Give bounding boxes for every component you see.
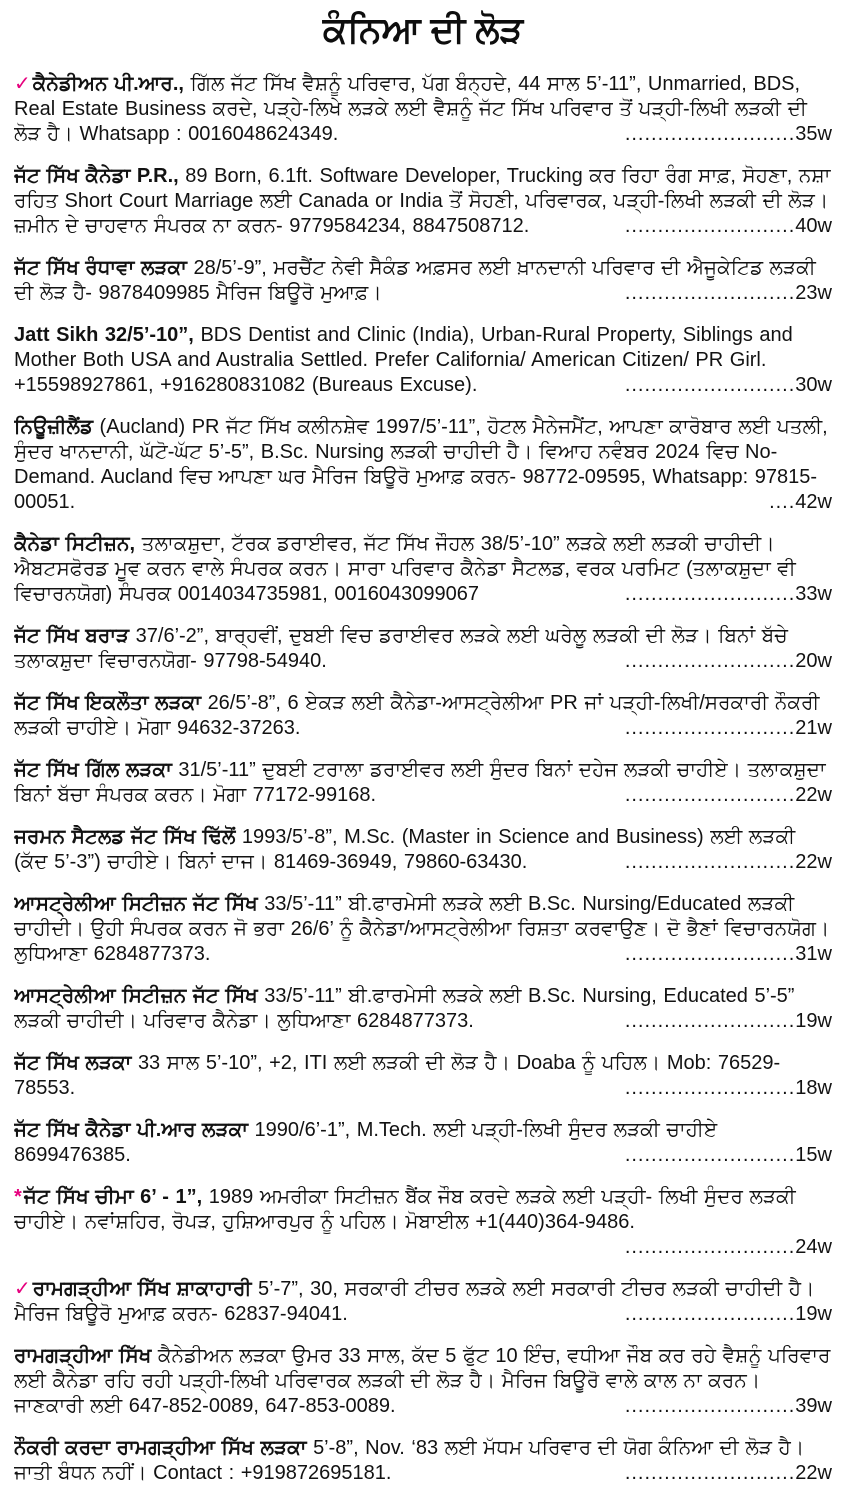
- ad-body: 1993/5’-8”, M.Sc. (Master in Science and Business) ਲਈ ਲੜਕੀ (ਕੱਦ 5’-3”) ਚਾਹੀਏ। ਬਿਨਾਂ ਦਾਜ। 81469-36949, 79860-63430.: [14, 826, 796, 873]
- ad-body: 1989 ਅਮਰੀਕਾ ਸਿਟੀਜ਼ਨ ਬੈਂਕ ਜੌਬ ਕਰਦੇ ਲੜਕੇ ਲਈ ਪੜ੍ਹੀ- ਲਿਖੀ ਸੁੰਦਰ ਲੜਕੀ ਚਾਹੀਏ। ਨਵਾਂਸ਼ਹਿਰ, ਰੋਪੜ, ਹੁਸ਼ਿਆਰਪੁਰ ਨੂੰ ਪਹਿਲ। ਮੋਬਾਈਲ +1(440)364-9486.: [14, 1186, 796, 1233]
- ad-body: 28/5’-9”, ਮਰਚੈਂਟ ਨੇਵੀ ਸੈਕੰਡ ਅਫ਼ਸਰ ਲਈ ਖ਼ਾਨਦਾਨੀ ਪਰਿਵਾਰ ਦੀ ਐਜੂਕੇਟਿਡ ਲੜਕੀ ਦੀ ਲੋੜ ਹੈ- 9878409985 ਮੈਰਿਜ ਬਿਊਰੋ ਮੁਆਫ਼।: [14, 257, 816, 304]
- ad-lead: ਜੱਟ ਸਿੱਖ ਇਕਲੌਤਾ ਲੜਕਾ: [14, 692, 201, 714]
- word-count: 22w: [795, 784, 832, 806]
- ad-lead: ਜੱਟ ਸਿੱਖ ਕੈਨੇਡਾ ਪੀ.ਆਰ ਲੜਕਾ: [14, 1119, 248, 1141]
- ad-tail: [625, 214, 832, 239]
- word-count: 22w: [795, 1462, 832, 1484]
- dot-leader: ..........................: [624, 374, 796, 396]
- ad-tail: [625, 716, 832, 741]
- word-count: 35w: [795, 123, 832, 145]
- ad-lead: ਕੈਨੇਡੀਅਨ ਪੀ.ਆਰ.,: [32, 73, 184, 95]
- ad-body: 33 ਸਾਲ 5’-10”, +2, ITI ਲਈ ਲੜਕੀ ਦੀ ਲੋੜ ਹੈ। Doaba ਨੂੰ ਪਹਿਲ। Mob: 76529-78553.: [14, 1052, 781, 1099]
- classified-ad: [14, 624, 832, 674]
- ad-tail: [625, 783, 832, 808]
- dot-leader: ..........................: [624, 1144, 796, 1166]
- classified-ad: [14, 256, 832, 306]
- classified-ad: [14, 72, 832, 147]
- ad-body: 5’-8”, Nov. ‘83 ਲਈ ਮੱਧਮ ਪਰਿਵਾਰ ਦੀ ਯੋਗ ਕੰਨਿਆ ਦੀ ਲੋੜ ਹੈ। ਜਾਤੀ ਬੰਧਨ ਨਹੀਂ। Contact : +919872695181.: [14, 1437, 805, 1484]
- dot-leader: ..........................: [624, 1395, 796, 1417]
- ad-body: BDS Dentist and Clinic (India), Urban-Rural Property, Siblings and Mother Both USA and Australia Settled. Prefer California/ American Citizen/ PR Girl. +15598927861, +916280831082 (Bureaus Excuse).: [14, 324, 793, 396]
- dot-leader: ..........................: [624, 1462, 796, 1484]
- word-count: 23w: [795, 282, 832, 304]
- word-count: 19w: [795, 1303, 832, 1325]
- ad-lead: ਜੱਟ ਸਿੱਖ ਗਿੱਲ ਲੜਕਾ: [14, 759, 172, 781]
- classified-ad: [14, 825, 832, 875]
- dot-leader: ..........................: [624, 650, 796, 672]
- checkmark-icon: ✓: [14, 1278, 31, 1300]
- ad-tail: [769, 490, 832, 515]
- word-count: 18w: [795, 1077, 832, 1099]
- ad-tail: [625, 582, 832, 607]
- ad-lead: ਰਾਮਗੜ੍ਹੀਆ ਸਿੱਖ: [14, 1345, 152, 1367]
- dot-leader: ..........................: [624, 282, 796, 304]
- word-count: 30w: [795, 374, 832, 396]
- ad-lead: ਆਸਟ੍ਰੇਲੀਆ ਸਿਟੀਜ਼ਨ ਜੱਟ ਸਿੱਖ: [14, 985, 258, 1007]
- ad-lead: ਜੱਟ ਸਿੱਖ ਕੈਨੇਡਾ P.R.,: [14, 165, 179, 187]
- ad-body: ਗਿੱਲ ਜੱਟ ਸਿੱਖ ਵੈਸ਼ਨੂੰ ਪਰਿਵਾਰ, ਪੱਗ ਬੰਨ੍ਹਦੇ, 44 ਸਾਲ 5’-11”, Unmarried, BDS, Real Estate Business ਕਰਦੇ, ਪੜ੍ਹੇ-ਲਿਖੇ ਲੜਕੇ ਲਈ ਵੈਸ਼ਨੂੰ ਜੱਟ ਸਿੱਖ ਪਰਿਵਾਰ ਤੋਂ ਪੜ੍ਹੀ-ਲਿਖੀ ਲੜਕੀ ਦੀ ਲੋੜ ਹੈ। Whatsapp : 0016048624349.: [14, 73, 807, 145]
- word-count: 42w: [795, 491, 832, 513]
- word-count: 39w: [795, 1395, 832, 1417]
- ad-body: 31/5’-11” ਦੁਬਈ ਟਰਾਲਾ ਡਰਾਈਵਰ ਲਈ ਸੁੰਦਰ ਬਿਨਾਂ ਦਹੇਜ ਲੜਕੀ ਚਾਹੀਏ। ਤਲਾਕਸ਼ੁਦਾ ਬਿਨਾਂ ਬੱਚਾ ਸੰਪਰਕ ਕਰਨ। ਮੋਗਾ 77172-99168.: [14, 759, 826, 806]
- ad-tail: [625, 1302, 832, 1327]
- word-count: 31w: [795, 943, 832, 965]
- word-count: 24w: [795, 1236, 832, 1258]
- ad-tail: [625, 1143, 832, 1168]
- ad-lead: ਰਾਮਗੜ੍ਹੀਆ ਸਿੱਖ ਸ਼ਾਕਾਹਾਰੀ: [32, 1278, 252, 1300]
- classified-ad: [14, 1277, 832, 1327]
- ad-body: 26/5’-8”, 6 ਏਕੜ ਲਈ ਕੈਨੇਡਾ-ਆਸਟ੍ਰੇਲੀਆ PR ਜਾਂ ਪੜ੍ਹੀ-ਲਿਖੀ/ਸਰਕਾਰੀ ਨੌਕਰੀ ਲੜਕੀ ਚਾਹੀਏ। ਮੋਗਾ 94632-37263.: [14, 692, 820, 739]
- dot-leader: ..........................: [624, 717, 796, 739]
- classified-ad: [14, 1436, 832, 1486]
- classified-ad: [14, 1051, 832, 1101]
- ad-tail: [625, 1461, 832, 1486]
- ad-tail: [625, 942, 832, 967]
- ad-tail: [625, 850, 832, 875]
- dot-leader: ..........................: [624, 1010, 796, 1032]
- ad-tail: [625, 122, 832, 147]
- ad-tail: [625, 1009, 832, 1034]
- ad-body: ਤਲਾਕਸ਼ੁਦਾ, ਟੱਰਕ ਡਰਾਈਵਰ, ਜੱਟ ਸਿੱਖ ਜੌਹਲ 38/5’-10” ਲੜਕੇ ਲਈ ਲੜਕੀ ਚਾਹੀਦੀ। ਐਬਟਸਫੋਰਡ ਮੂਵ ਕਰਨ ਵਾਲੇ ਸੰਪਰਕ ਕਰਨ। ਸਾਰਾ ਪਰਿਵਾਰ ਕੈਨੇਡਾ ਸੈਟਲਡ, ਵਰਕ ਪਰਮਿਟ (ਤਲਾਕਸ਼ੁਦਾ ਵੀ ਵਿਚਾਰਨਯੋਗ) ਸੰਪਰਕ 0014034735981, 0016043099067: [14, 533, 796, 605]
- ad-body: 5’-7”, 30, ਸਰਕਾਰੀ ਟੀਚਰ ਲੜਕੇ ਲਈ ਸਰਕਾਰੀ ਟੀਚਰ ਲੜਕੀ ਚਾਹੀਦੀ ਹੈ। ਮੈਰਿਜ ਬਿਊਰੋ ਮੁਆਫ਼ ਕਰਨ- 62837-94041.: [14, 1278, 815, 1325]
- ad-tail: [625, 373, 832, 398]
- word-count: 21w: [795, 717, 832, 739]
- dot-leader: ..........................: [624, 1303, 796, 1325]
- classified-ad: [14, 1185, 832, 1260]
- word-count: 40w: [795, 215, 832, 237]
- ad-lead: ਆਸਟ੍ਰੇਲੀਆ ਸਿਟੀਜ਼ਨ ਜੱਟ ਸਿੱਖ: [14, 893, 258, 915]
- word-count: 20w: [795, 650, 832, 672]
- ad-lead: ਨਿਊਜ਼ੀਲੈਂਡ: [14, 416, 93, 438]
- ad-body: 33/5’-11” ਬੀ.ਫਾਰਮੇਸੀ ਲੜਕੇ ਲਈ B.Sc. Nursing/Educated ਲੜਕੀ ਚਾਹੀਦੀ। ਉਹੀ ਸੰਪਰਕ ਕਰਨ ਜੋ ਭਰਾ 26/6’ ਨੂੰ ਕੈਨੇਡਾ/ਆਸਟ੍ਰੇਲੀਆ ਰਿਸ਼ਤਾ ਕਰਵਾਉਣ। ਦੋ ਭੈਣਾਂ ਵਿਚਾਰਨਯੋਗ। ਲੁਧਿਆਣਾ 6284877373.: [14, 893, 830, 965]
- dot-leader: ..........................: [624, 1077, 796, 1099]
- word-count: 15w: [795, 1144, 832, 1166]
- ad-lead: ਜੱਟ ਸਿੱਖ ਚੀਮਾ 6’ - 1”,: [23, 1186, 203, 1208]
- word-count: 19w: [795, 1010, 832, 1032]
- ad-body: ਕੈਨੇਡੀਅਨ ਲੜਕਾ ਉਮਰ 33 ਸਾਲ, ਕੱਦ 5 ਫੁੱਟ 10 ਇੰਚ, ਵਧੀਆ ਜੌਬ ਕਰ ਰਹੇ ਵੈਸ਼ਨੂੰ ਪਰਿਵਾਰ ਲਈ ਕੈਨੇਡਾ ਰਹਿ ਰਹੀ ਪੜ੍ਹੀ-ਲਿਖੀ ਪਰਿਵਾਰਕ ਲੜਕੀ ਦੀ ਲੋੜ ਹੈ। ਮੈਰਿਜ ਬਿਊਰੋ ਵਾਲੇ ਕਾਲ ਨਾ ਕਰਨ। ਜਾਣਕਾਰੀ ਲਈ 647-852-0089, 647-853-0089.: [14, 1345, 831, 1417]
- page-title: ਕੰਨਿਆ ਦੀ ਲੋੜ: [322, 9, 524, 50]
- dot-leader: ..........................: [624, 784, 796, 806]
- classified-ad: [14, 164, 832, 239]
- ad-lead: ਜੱਟ ਸਿੱਖ ਰੰਧਾਵਾ ਲੜਕਾ: [14, 257, 187, 279]
- ad-body: 33/5’-11” ਬੀ.ਫਾਰਮੇਸੀ ਲੜਕੇ ਲਈ B.Sc. Nursing, Educated 5’-5” ਲੜਕੀ ਚਾਹੀਦੀ। ਪਰਿਵਾਰ ਕੈਨੇਡਾ। ਲੁਧਿਆਣਾ 6284877373.: [14, 985, 795, 1032]
- classified-ad: [14, 984, 832, 1034]
- ad-tail: [625, 1076, 832, 1101]
- ad-lead: ਕੈਨੇਡਾ ਸਿਟੀਜ਼ਨ,: [14, 533, 136, 555]
- word-count: 33w: [795, 583, 832, 605]
- classified-ad: [14, 892, 832, 967]
- dot-leader: ..........................: [624, 583, 796, 605]
- ad-lead: ਨੌਕਰੀ ਕਰਦਾ ਰਾਮਗੜ੍ਹੀਆ ਸਿੱਖ ਲੜਕਾ: [14, 1437, 307, 1459]
- dot-leader: ....: [769, 491, 796, 513]
- ad-tail: [625, 281, 832, 306]
- ad-tail: [625, 1394, 832, 1419]
- ad-tail: [625, 1235, 832, 1260]
- ad-body: 89 Born, 6.1ft. Software Developer, Trucking ਕਰ ਰਿਹਾ ਰੰਗ ਸਾਫ਼, ਸੋਹਣਾ, ਨਸ਼ਾ ਰਹਿਤ Short Court Marriage ਲਈ Canada or India ਤੋਂ ਸੋਹਣੀ, ਪਰਿਵਾਰਕ, ਪੜ੍ਹੀ-ਲਿਖੀ ਲੜਕੀ ਦੀ ਲੋੜ। ਜ਼ਮੀਨ ਦੇ ਚਾਹਵਾਨ ਸੰਪਰਕ ਨਾ ਕਰਨ- 9779584234, 8847508712.: [14, 165, 831, 237]
- ad-lead: ਜੱਟ ਸਿੱਖ ਲੜਕਾ: [14, 1052, 132, 1074]
- classified-ad: [14, 1118, 832, 1168]
- classified-ad: [14, 415, 832, 515]
- checkmark-icon: ✓: [14, 73, 31, 95]
- classified-ad: [14, 323, 832, 398]
- ad-body: 1990/6’-1”, M.Tech. ਲਈ ਪੜ੍ਹੀ-ਲਿਖੀ ਸੁੰਦਰ ਲੜਕੀ ਚਾਹੀਏ 8699476385.: [14, 1119, 718, 1166]
- dot-leader: ..........................: [624, 943, 796, 965]
- dot-leader: ..........................: [624, 215, 796, 237]
- ad-body: 37/6’-2”, ਬਾਰ੍ਹਵੀਂ, ਦੁਬਈ ਵਿਚ ਡਰਾਈਵਰ ਲੜਕੇ ਲਈ ਘਰੇਲੂ ਲੜਕੀ ਦੀ ਲੋੜ। ਬਿਨਾਂ ਬੱਚੇ ਤਲਾਕਸ਼ੁਦਾ ਵਿਚਾਰਨਯੋਗ- 97798-54940.: [14, 625, 788, 672]
- dot-leader: ..........................: [624, 851, 796, 873]
- word-count: 22w: [795, 851, 832, 873]
- asterisk-icon: *: [14, 1186, 22, 1208]
- dot-leader: ..........................: [624, 1236, 796, 1258]
- dot-leader: ..........................: [624, 123, 796, 145]
- ad-lead: ਜਰਮਨ ਸੈਟਲਡ ਜੱਟ ਸਿੱਖ ਢਿੱਲੋਂ: [14, 826, 236, 848]
- classified-ad: [14, 532, 832, 607]
- ad-body: (Aucland) PR ਜੱਟ ਸਿੱਖ ਕਲੀਨਸ਼ੇਵ 1997/5’-11”, ਹੋਟਲ ਮੈਨੇਜਮੈਂਟ, ਆਪਣਾ ਕਾਰੋਬਾਰ ਲਈ ਪਤਲੀ, ਸੁੰਦਰ ਖਾਨਦਾਨੀ, ਘੱਟੋ-ਘੱਟ 5’-5”, B.Sc. Nursing ਲੜਕੀ ਚਾਹੀਦੀ ਹੈ। ਵਿਆਹ ਨਵੰਬਰ 2024 ਵਿਚ No-Demand. Aucland ਵਿਚ ਆਪਣਾ ਘਰ ਮੈਰਿਜ ਬਿਊਰੋ ਮੁਆਫ਼ ਕਰਨ- 98772-09595, Whatsapp: 97815-00051.: [14, 416, 828, 513]
- classified-ad: [14, 1344, 832, 1419]
- classified-ad: [14, 691, 832, 741]
- classified-ad: [14, 758, 832, 808]
- ad-tail: [625, 649, 832, 674]
- ad-lead: ਜੱਟ ਸਿੱਖ ਬਰਾੜ: [14, 625, 130, 647]
- ad-lead: Jatt Sikh 32/5’-10”,: [14, 324, 194, 346]
